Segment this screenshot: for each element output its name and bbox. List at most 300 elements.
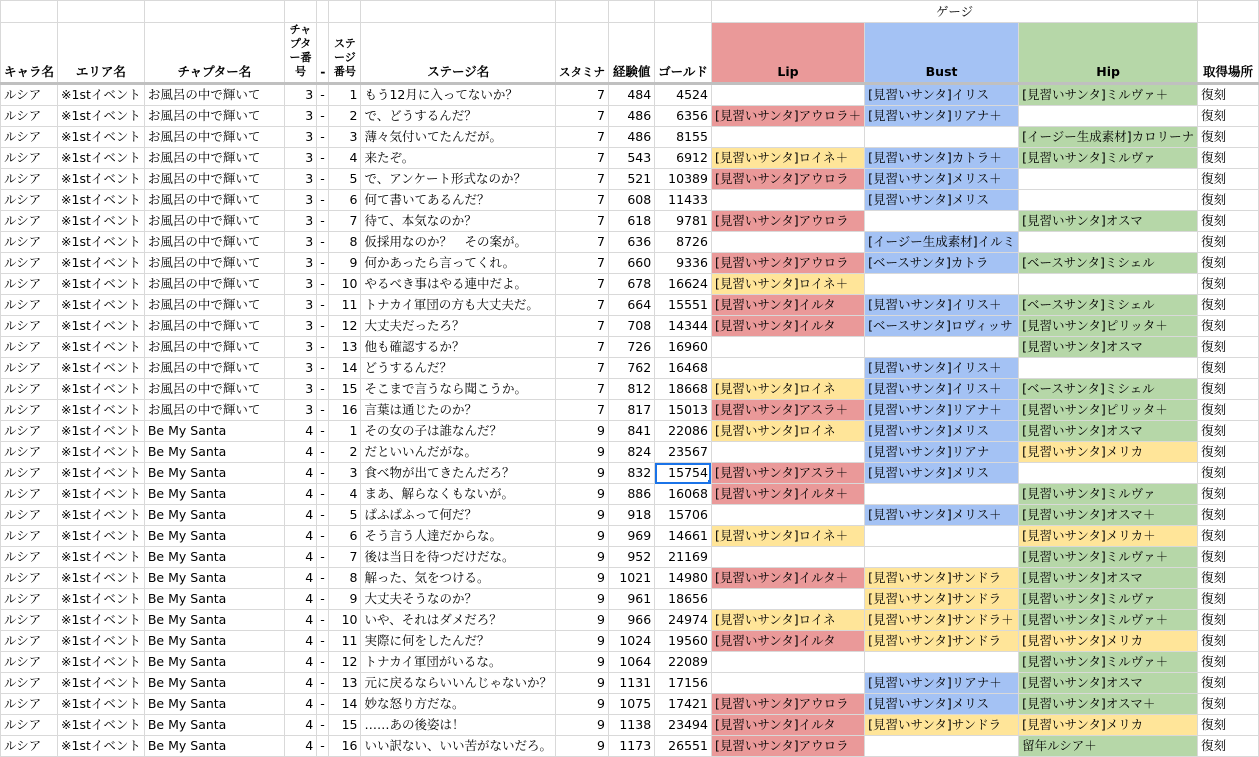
cell-lip[interactable]: [見習いサンタ]ロイネ＋ <box>711 274 864 295</box>
cell-location[interactable]: 復刻 <box>1198 295 1259 316</box>
cell-exp[interactable]: 486 <box>608 127 654 148</box>
cell-bust[interactable] <box>865 211 1019 232</box>
cell-hip[interactable]: [見習いサンタ]メリカ <box>1019 631 1198 652</box>
cell-area[interactable]: ※1stイベント <box>58 400 145 421</box>
cell-stamina[interactable]: 9 <box>555 463 608 484</box>
cell-stamina[interactable]: 7 <box>555 106 608 127</box>
cell-stage[interactable]: トナカイ軍団がいるな。 <box>361 652 556 673</box>
cell-dash[interactable]: - <box>317 694 329 715</box>
cell-dash[interactable]: - <box>317 715 329 736</box>
cell-chara[interactable]: ルシア <box>1 568 58 589</box>
cell-stage-number[interactable]: 6 <box>329 526 361 547</box>
cell-hip[interactable]: [見習いサンタ]ミルヴァ＋ <box>1019 610 1198 631</box>
cell-stage-number[interactable]: 4 <box>329 148 361 169</box>
cell-gold[interactable]: 15706 <box>655 505 712 526</box>
cell-lip[interactable]: [見習いサンタ]アウロラ＋ <box>711 106 864 127</box>
cell-lip[interactable] <box>711 358 864 379</box>
cell-hip[interactable]: [見習いサンタ]ミルヴァ <box>1019 589 1198 610</box>
cell-stage-number[interactable]: 11 <box>329 631 361 652</box>
cell-bust[interactable]: [見習いサンタ]イリス <box>865 84 1019 106</box>
cell-lip[interactable]: [見習いサンタ]アウロラ <box>711 211 864 232</box>
cell-stage[interactable]: どうするんだ？ <box>361 358 556 379</box>
cell-hip[interactable] <box>1019 358 1198 379</box>
cell-chapter-number[interactable]: 4 <box>284 442 316 463</box>
cell-lip[interactable]: [見習いサンタ]イルタ <box>711 295 864 316</box>
cell-dash[interactable]: - <box>317 673 329 694</box>
cell-chara[interactable]: ルシア <box>1 610 58 631</box>
cell-stamina[interactable]: 7 <box>555 127 608 148</box>
cell-chapter[interactable]: お風呂の中で輝いて <box>144 190 284 211</box>
cell-chapter-number[interactable]: 4 <box>284 631 316 652</box>
cell-exp[interactable]: 708 <box>608 316 654 337</box>
cell-gold[interactable]: 10389 <box>655 169 712 190</box>
cell-gold[interactable]: 17421 <box>655 694 712 715</box>
cell-hip[interactable]: [見習いサンタ]オスマ <box>1019 337 1198 358</box>
cell-gold[interactable]: 16960 <box>655 337 712 358</box>
cell-lip[interactable]: [見習いサンタ]アウロラ <box>711 253 864 274</box>
cell-hip[interactable]: [ベースサンタ]ミシェル <box>1019 295 1198 316</box>
header-bust[interactable]: Bust <box>865 23 1019 84</box>
cell-lip[interactable] <box>711 442 864 463</box>
cell-exp[interactable]: 660 <box>608 253 654 274</box>
cell-hip[interactable]: [見習いサンタ]メリカ <box>1019 715 1198 736</box>
cell-stamina[interactable]: 7 <box>555 274 608 295</box>
cell-chapter[interactable]: Be My Santa <box>144 694 284 715</box>
cell-location[interactable]: 復刻 <box>1198 631 1259 652</box>
cell-lip[interactable]: [見習いサンタ]アスラ＋ <box>711 400 864 421</box>
cell-bust[interactable] <box>865 652 1019 673</box>
cell-hip[interactable] <box>1019 274 1198 295</box>
cell-dash[interactable]: - <box>317 463 329 484</box>
cell-bust[interactable]: [見習いサンタ]メリス <box>865 421 1019 442</box>
cell-hip[interactable] <box>1019 169 1198 190</box>
cell-stage-number[interactable]: 9 <box>329 253 361 274</box>
cell-chapter[interactable]: Be My Santa <box>144 568 284 589</box>
cell-location[interactable]: 復刻 <box>1198 610 1259 631</box>
cell-bust[interactable]: [見習いサンタ]イリス＋ <box>865 295 1019 316</box>
cell-stamina[interactable]: 7 <box>555 316 608 337</box>
cell-bust[interactable]: [見習いサンタ]カトラ＋ <box>865 148 1019 169</box>
cell-dash[interactable]: - <box>317 211 329 232</box>
header-dash[interactable]: - <box>317 23 329 84</box>
cell-hip[interactable]: [見習いサンタ]オスマ <box>1019 421 1198 442</box>
cell-hip[interactable]: [ベースサンタ]ミシェル <box>1019 253 1198 274</box>
cell-chapter[interactable]: Be My Santa <box>144 715 284 736</box>
cell-area[interactable]: ※1stイベント <box>58 190 145 211</box>
cell-exp[interactable]: 1021 <box>608 568 654 589</box>
cell-chara[interactable]: ルシア <box>1 631 58 652</box>
cell-location[interactable]: 復刻 <box>1198 568 1259 589</box>
cell-lip[interactable] <box>711 232 864 253</box>
cell-chara[interactable]: ルシア <box>1 484 58 505</box>
cell-stage[interactable]: 大丈夫だったろ？ <box>361 316 556 337</box>
cell-stage-number[interactable]: 14 <box>329 694 361 715</box>
cell-lip[interactable] <box>711 84 864 106</box>
cell-bust[interactable] <box>865 337 1019 358</box>
cell-stamina[interactable]: 7 <box>555 232 608 253</box>
cell-stage-number[interactable]: 1 <box>329 421 361 442</box>
cell-area[interactable]: ※1stイベント <box>58 127 145 148</box>
cell-bust[interactable] <box>865 547 1019 568</box>
cell-exp[interactable]: 918 <box>608 505 654 526</box>
cell-exp[interactable]: 762 <box>608 358 654 379</box>
cell-stage-number[interactable]: 5 <box>329 505 361 526</box>
cell-dash[interactable]: - <box>317 547 329 568</box>
cell-stamina[interactable]: 7 <box>555 84 608 106</box>
cell-gold[interactable]: 18656 <box>655 589 712 610</box>
cell-chapter-number[interactable]: 4 <box>284 463 316 484</box>
cell-chapter[interactable]: Be My Santa <box>144 547 284 568</box>
cell-chapter[interactable]: Be My Santa <box>144 589 284 610</box>
cell-hip[interactable]: [見習いサンタ]オスマ <box>1019 568 1198 589</box>
cell-bust[interactable]: [ベースサンタ]カトラ <box>865 253 1019 274</box>
cell-exp[interactable]: 1138 <box>608 715 654 736</box>
cell-stage-number[interactable]: 7 <box>329 211 361 232</box>
cell-dash[interactable]: - <box>317 610 329 631</box>
cell-stamina[interactable]: 9 <box>555 589 608 610</box>
cell-stage-number[interactable]: 14 <box>329 358 361 379</box>
cell-stage[interactable]: 来たぞ。 <box>361 148 556 169</box>
cell-bust[interactable] <box>865 274 1019 295</box>
cell-dash[interactable]: - <box>317 400 329 421</box>
cell-gold[interactable]: 6912 <box>655 148 712 169</box>
cell-chara[interactable]: ルシア <box>1 84 58 106</box>
cell-lip[interactable]: [見習いサンタ]イルタ＋ <box>711 484 864 505</box>
cell-stage-number[interactable]: 3 <box>329 463 361 484</box>
cell-location[interactable]: 復刻 <box>1198 211 1259 232</box>
cell-chapter[interactable]: お風呂の中で輝いて <box>144 106 284 127</box>
cell-hip[interactable]: [ベースサンタ]ミシェル <box>1019 379 1198 400</box>
cell-chara[interactable]: ルシア <box>1 652 58 673</box>
cell-stamina[interactable]: 7 <box>555 253 608 274</box>
cell-stage[interactable]: で、アンケート形式なのか？ <box>361 169 556 190</box>
cell-exp[interactable]: 886 <box>608 484 654 505</box>
cell-bust[interactable]: [見習いサンタ]メリス＋ <box>865 505 1019 526</box>
cell-dash[interactable]: - <box>317 169 329 190</box>
cell-chapter-number[interactable]: 3 <box>284 84 316 106</box>
cell-location[interactable]: 復刻 <box>1198 715 1259 736</box>
cell-exp[interactable]: 824 <box>608 442 654 463</box>
cell-exp[interactable]: 521 <box>608 169 654 190</box>
cell-chara[interactable]: ルシア <box>1 673 58 694</box>
cell-chapter-number[interactable]: 4 <box>284 673 316 694</box>
cell-location[interactable]: 復刻 <box>1198 232 1259 253</box>
cell-stage-number[interactable]: 13 <box>329 673 361 694</box>
cell-bust[interactable]: [見習いサンタ]サンドラ <box>865 568 1019 589</box>
cell-dash[interactable]: - <box>317 379 329 400</box>
cell-chapter[interactable]: Be My Santa <box>144 673 284 694</box>
cell-chapter-number[interactable]: 4 <box>284 694 316 715</box>
cell-gold[interactable]: 26551 <box>655 736 712 757</box>
cell-exp[interactable]: 486 <box>608 106 654 127</box>
gauge-group-header[interactable]: ゲージ <box>711 1 1197 23</box>
cell-stage-number[interactable]: 11 <box>329 295 361 316</box>
cell-stage[interactable]: 元に戻るならいいんじゃないか？ <box>361 673 556 694</box>
cell-dash[interactable]: - <box>317 106 329 127</box>
cell-exp[interactable]: 1173 <box>608 736 654 757</box>
cell-gold[interactable]: 23567 <box>655 442 712 463</box>
cell-stage[interactable]: ぱふぱふって何だ？ <box>361 505 556 526</box>
cell-area[interactable]: ※1stイベント <box>58 295 145 316</box>
cell-area[interactable]: ※1stイベント <box>58 631 145 652</box>
cell-chapter[interactable]: Be My Santa <box>144 652 284 673</box>
cell-exp[interactable]: 1024 <box>608 631 654 652</box>
cell-lip[interactable]: [見習いサンタ]アウロラ <box>711 694 864 715</box>
cell-area[interactable]: ※1stイベント <box>58 505 145 526</box>
cell-stage-number[interactable]: 6 <box>329 190 361 211</box>
cell-stage[interactable]: 何て書いてあるんだ？ <box>361 190 556 211</box>
cell-area[interactable]: ※1stイベント <box>58 253 145 274</box>
cell-gold[interactable]: 24974 <box>655 610 712 631</box>
cell-chapter-number[interactable]: 4 <box>284 610 316 631</box>
cell-location[interactable]: 復刻 <box>1198 694 1259 715</box>
cell-location[interactable]: 復刻 <box>1198 442 1259 463</box>
cell-stage-number[interactable]: 8 <box>329 232 361 253</box>
header-location[interactable]: 取得場所 <box>1198 23 1259 84</box>
cell-lip[interactable]: [見習いサンタ]イルタ <box>711 316 864 337</box>
cell-chara[interactable]: ルシア <box>1 358 58 379</box>
cell-stamina[interactable]: 9 <box>555 568 608 589</box>
cell-stage[interactable]: 薄々気付いてたんだが。 <box>361 127 556 148</box>
cell-location[interactable]: 復刻 <box>1198 463 1259 484</box>
cell-hip[interactable]: [見習いサンタ]オスマ <box>1019 673 1198 694</box>
cell-area[interactable]: ※1stイベント <box>58 379 145 400</box>
cell-chapter-number[interactable]: 3 <box>284 379 316 400</box>
cell-stamina[interactable]: 9 <box>555 442 608 463</box>
cell-location[interactable]: 復刻 <box>1198 589 1259 610</box>
cell-hip[interactable]: [見習いサンタ]ミルヴァ <box>1019 484 1198 505</box>
cell-area[interactable]: ※1stイベント <box>58 84 145 106</box>
cell-location[interactable]: 復刻 <box>1198 253 1259 274</box>
cell-exp[interactable]: 841 <box>608 421 654 442</box>
cell-lip[interactable] <box>711 652 864 673</box>
cell-chara[interactable]: ルシア <box>1 337 58 358</box>
cell-gold[interactable]: 11433 <box>655 190 712 211</box>
cell-location[interactable]: 復刻 <box>1198 127 1259 148</box>
cell-bust[interactable]: [見習いサンタ]リアナ＋ <box>865 673 1019 694</box>
cell-bust[interactable]: [見習いサンタ]メリス＋ <box>865 169 1019 190</box>
cell-gold[interactable]: 8726 <box>655 232 712 253</box>
cell-chapter-number[interactable]: 3 <box>284 253 316 274</box>
cell-lip[interactable]: [見習いサンタ]ロイネ <box>711 610 864 631</box>
cell-chara[interactable]: ルシア <box>1 589 58 610</box>
cell-chapter[interactable]: お風呂の中で輝いて <box>144 211 284 232</box>
cell-chara[interactable]: ルシア <box>1 463 58 484</box>
cell-bust[interactable]: [見習いサンタ]リアナ＋ <box>865 106 1019 127</box>
header-chapter[interactable]: チャプター名 <box>144 23 284 84</box>
cell-lip[interactable] <box>711 190 864 211</box>
cell-exp[interactable]: 636 <box>608 232 654 253</box>
cell-location[interactable]: 復刻 <box>1198 421 1259 442</box>
cell-area[interactable]: ※1stイベント <box>58 148 145 169</box>
cell-chara[interactable]: ルシア <box>1 253 58 274</box>
cell-chara[interactable]: ルシア <box>1 316 58 337</box>
cell-chapter[interactable]: お風呂の中で輝いて <box>144 127 284 148</box>
cell-chapter-number[interactable]: 3 <box>284 337 316 358</box>
cell-stamina[interactable]: 7 <box>555 211 608 232</box>
cell-dash[interactable]: - <box>317 190 329 211</box>
cell-gold[interactable]: 23494 <box>655 715 712 736</box>
cell-area[interactable]: ※1stイベント <box>58 169 145 190</box>
cell-chapter-number[interactable]: 4 <box>284 589 316 610</box>
cell-chara[interactable]: ルシア <box>1 505 58 526</box>
cell-bust[interactable] <box>865 526 1019 547</box>
cell-hip[interactable]: [見習いサンタ]メリカ＋ <box>1019 526 1198 547</box>
cell-exp[interactable]: 812 <box>608 379 654 400</box>
cell-area[interactable]: ※1stイベント <box>58 421 145 442</box>
cell-hip[interactable]: [見習いサンタ]オスマ＋ <box>1019 694 1198 715</box>
cell-chapter-number[interactable]: 4 <box>284 652 316 673</box>
cell-bust[interactable]: [見習いサンタ]メリス <box>865 694 1019 715</box>
cell-area[interactable]: ※1stイベント <box>58 547 145 568</box>
cell-gold[interactable]: 14661 <box>655 526 712 547</box>
cell-gold[interactable]: 17156 <box>655 673 712 694</box>
cell-chara[interactable]: ルシア <box>1 715 58 736</box>
cell-stage-number[interactable]: 7 <box>329 547 361 568</box>
cell-exp[interactable]: 678 <box>608 274 654 295</box>
cell-hip[interactable]: [見習いサンタ]オスマ＋ <box>1019 505 1198 526</box>
cell-dash[interactable]: - <box>317 148 329 169</box>
cell-hip[interactable]: [見習いサンタ]ミルヴァ <box>1019 148 1198 169</box>
cell-chapter[interactable]: お風呂の中で輝いて <box>144 379 284 400</box>
cell-exp[interactable]: 1075 <box>608 694 654 715</box>
cell-dash[interactable]: - <box>317 337 329 358</box>
cell-stage-number[interactable]: 15 <box>329 379 361 400</box>
cell-location[interactable]: 復刻 <box>1198 736 1259 757</box>
cell-chapter[interactable]: お風呂の中で輝いて <box>144 253 284 274</box>
cell-stage-number[interactable]: 1 <box>329 84 361 106</box>
cell-location[interactable]: 復刻 <box>1198 652 1259 673</box>
cell-dash[interactable]: - <box>317 505 329 526</box>
cell-stage-number[interactable]: 8 <box>329 568 361 589</box>
cell-lip[interactable] <box>711 505 864 526</box>
cell-dash[interactable]: - <box>317 127 329 148</box>
cell-chapter-number[interactable]: 4 <box>284 505 316 526</box>
cell-dash[interactable]: - <box>317 589 329 610</box>
cell-bust[interactable]: [見習いサンタ]リアナ <box>865 442 1019 463</box>
cell-chara[interactable]: ルシア <box>1 169 58 190</box>
cell-hip[interactable]: [見習いサンタ]ミルヴァ＋ <box>1019 547 1198 568</box>
cell-chara[interactable]: ルシア <box>1 232 58 253</box>
cell-hip[interactable]: 留年ルシア＋ <box>1019 736 1198 757</box>
cell-dash[interactable]: - <box>317 568 329 589</box>
cell-hip[interactable]: [見習いサンタ]メリカ <box>1019 442 1198 463</box>
cell-location[interactable]: 復刻 <box>1198 673 1259 694</box>
cell-stamina[interactable]: 7 <box>555 295 608 316</box>
cell-stage[interactable]: もう12月に入ってないか？ <box>361 84 556 106</box>
cell-chapter[interactable]: Be My Santa <box>144 442 284 463</box>
cell-gold[interactable]: 6356 <box>655 106 712 127</box>
cell-exp[interactable]: 618 <box>608 211 654 232</box>
cell-exp[interactable]: 664 <box>608 295 654 316</box>
cell-bust[interactable]: [見習いサンタ]サンドラ <box>865 631 1019 652</box>
cell-area[interactable]: ※1stイベント <box>58 274 145 295</box>
cell-chapter[interactable]: お風呂の中で輝いて <box>144 169 284 190</box>
cell-area[interactable]: ※1stイベント <box>58 736 145 757</box>
cell-area[interactable]: ※1stイベント <box>58 463 145 484</box>
cell-area[interactable]: ※1stイベント <box>58 652 145 673</box>
cell-chapter[interactable]: Be My Santa <box>144 610 284 631</box>
cell-dash[interactable]: - <box>317 316 329 337</box>
header-hip[interactable]: Hip <box>1019 23 1198 84</box>
header-chara[interactable]: キャラ名 <box>1 23 58 84</box>
cell-stage[interactable]: 食べ物が出てきたんだろ？ <box>361 463 556 484</box>
cell-chapter[interactable]: お風呂の中で輝いて <box>144 84 284 106</box>
cell-lip[interactable]: [見習いサンタ]イルタ＋ <box>711 568 864 589</box>
cell-exp[interactable]: 1131 <box>608 673 654 694</box>
cell-exp[interactable]: 832 <box>608 463 654 484</box>
cell-gold[interactable]: 16624 <box>655 274 712 295</box>
cell-bust[interactable] <box>865 484 1019 505</box>
cell-dash[interactable]: - <box>317 253 329 274</box>
cell-stage-number[interactable]: 9 <box>329 589 361 610</box>
cell-chapter-number[interactable]: 3 <box>284 232 316 253</box>
cell-dash[interactable]: - <box>317 358 329 379</box>
cell-exp[interactable]: 726 <box>608 337 654 358</box>
cell-stamina[interactable]: 9 <box>555 505 608 526</box>
cell-chapter[interactable]: お風呂の中で輝いて <box>144 148 284 169</box>
cell-location[interactable]: 復刻 <box>1198 106 1259 127</box>
cell-stage-number[interactable]: 12 <box>329 652 361 673</box>
cell-gold[interactable]: 15551 <box>655 295 712 316</box>
cell-hip[interactable] <box>1019 106 1198 127</box>
cell-lip[interactable] <box>711 127 864 148</box>
cell-stage[interactable]: 他も確認するか？ <box>361 337 556 358</box>
cell-stage[interactable]: ……あの後姿は！ <box>361 715 556 736</box>
cell-stamina[interactable]: 7 <box>555 148 608 169</box>
cell-location[interactable]: 復刻 <box>1198 274 1259 295</box>
cell-chapter-number[interactable]: 4 <box>284 736 316 757</box>
cell-stage[interactable]: その女の子は誰なんだ？ <box>361 421 556 442</box>
header-gold[interactable]: ゴールド <box>655 23 712 84</box>
cell-chapter-number[interactable]: 3 <box>284 211 316 232</box>
cell-area[interactable]: ※1stイベント <box>58 232 145 253</box>
cell-dash[interactable]: - <box>317 526 329 547</box>
cell-area[interactable]: ※1stイベント <box>58 673 145 694</box>
cell-chapter-number[interactable]: 4 <box>284 715 316 736</box>
cell-location[interactable]: 復刻 <box>1198 484 1259 505</box>
cell-lip[interactable] <box>711 589 864 610</box>
cell-hip[interactable]: [見習いサンタ]ミルヴァ＋ <box>1019 652 1198 673</box>
cell-chara[interactable]: ルシア <box>1 736 58 757</box>
cell-lip[interactable]: [見習いサンタ]イルタ <box>711 715 864 736</box>
cell-stage-number[interactable]: 16 <box>329 736 361 757</box>
cell-dash[interactable]: - <box>317 421 329 442</box>
cell-chapter-number[interactable]: 4 <box>284 484 316 505</box>
cell-hip[interactable] <box>1019 232 1198 253</box>
cell-chapter-number[interactable]: 3 <box>284 127 316 148</box>
cell-gold[interactable]: 14980 <box>655 568 712 589</box>
cell-area[interactable]: ※1stイベント <box>58 316 145 337</box>
cell-area[interactable]: ※1stイベント <box>58 526 145 547</box>
cell-stamina[interactable]: 9 <box>555 484 608 505</box>
cell-chara[interactable]: ルシア <box>1 379 58 400</box>
header-stage-number[interactable] <box>329 23 361 84</box>
cell-chapter[interactable]: Be My Santa <box>144 463 284 484</box>
cell-chapter[interactable]: Be My Santa <box>144 736 284 757</box>
cell-chapter-number[interactable]: 3 <box>284 169 316 190</box>
cell-exp[interactable]: 543 <box>608 148 654 169</box>
cell-lip[interactable]: [見習いサンタ]アウロラ <box>711 169 864 190</box>
cell-stage[interactable]: まあ、解らなくもないが。 <box>361 484 556 505</box>
cell-stamina[interactable]: 7 <box>555 190 608 211</box>
cell-hip[interactable] <box>1019 190 1198 211</box>
cell-chara[interactable]: ルシア <box>1 526 58 547</box>
cell-chapter[interactable]: Be My Santa <box>144 526 284 547</box>
cell-chapter[interactable]: お風呂の中で輝いて <box>144 295 284 316</box>
header-stamina[interactable]: スタミナ <box>555 23 608 84</box>
cell-gold[interactable]: 15013 <box>655 400 712 421</box>
